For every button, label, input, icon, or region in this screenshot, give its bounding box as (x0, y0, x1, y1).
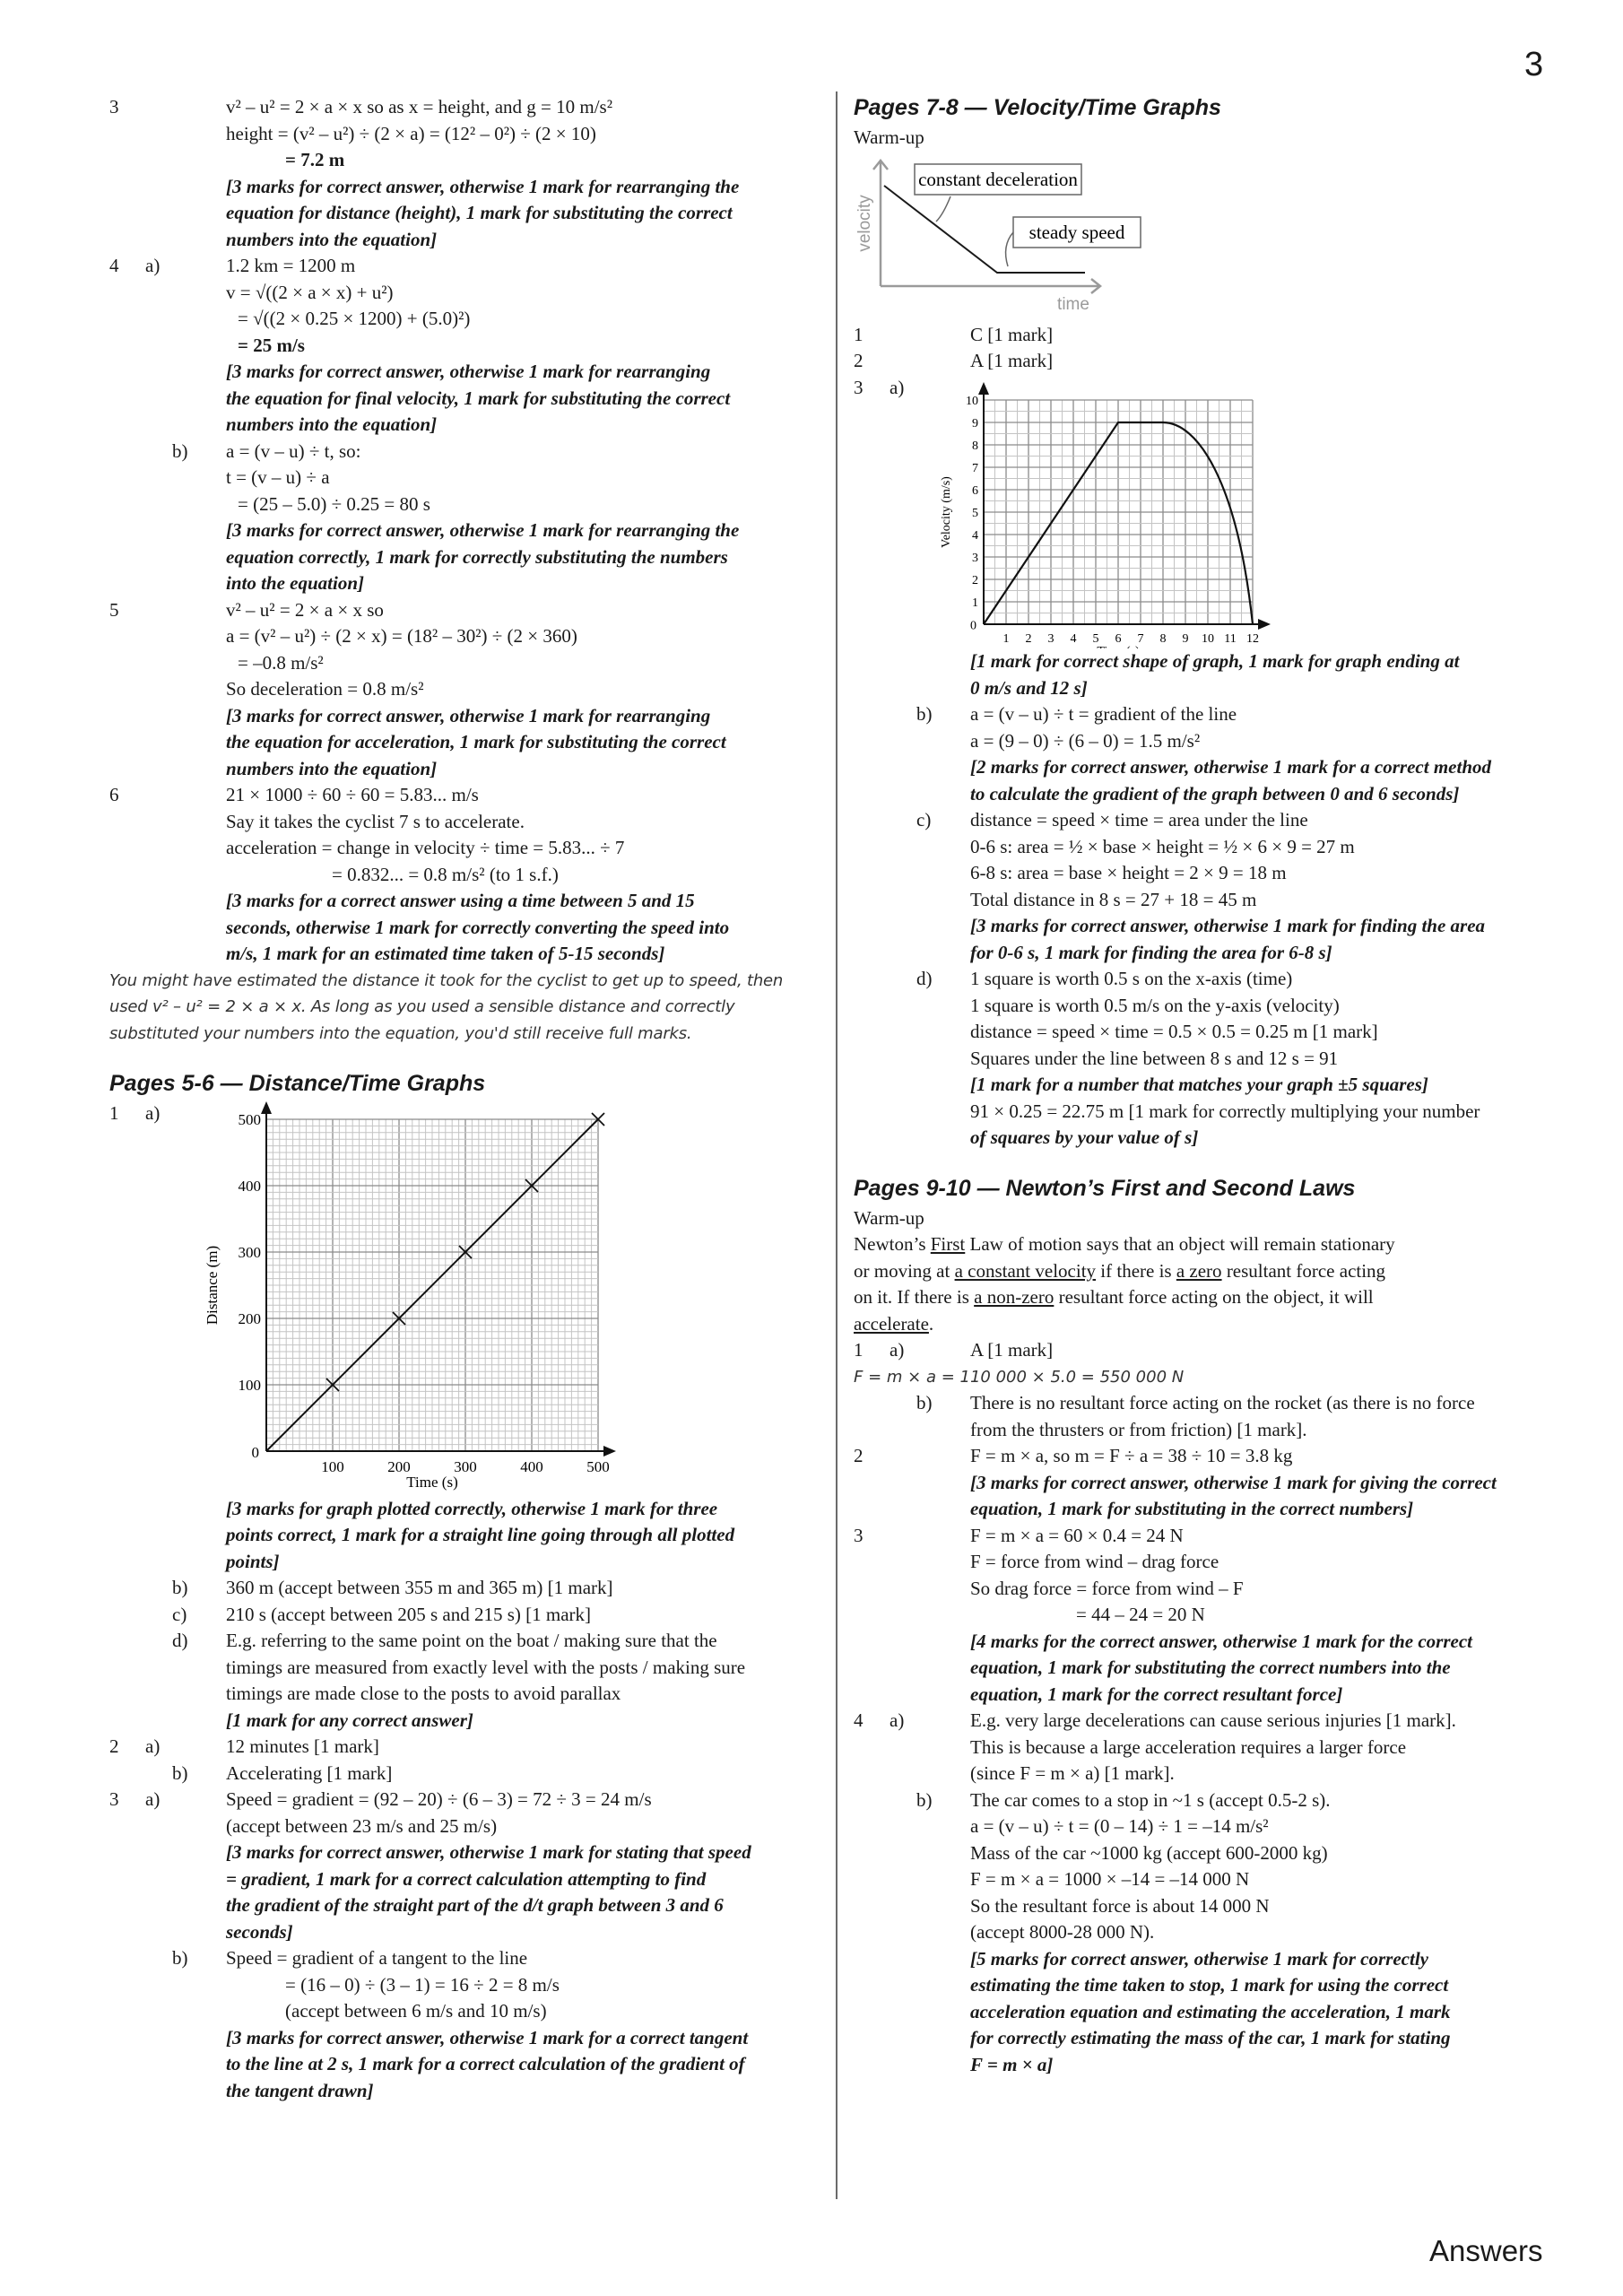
mark-scheme: equation, 1 mark for substituting the correct numbers into the (970, 1657, 1451, 1678)
answer-line: t = (v – u) ÷ a (226, 466, 330, 488)
part-label: c) (172, 1603, 187, 1625)
distance-time-chart-svg (109, 1101, 818, 1496)
x-tick-label: 12 (1246, 632, 1259, 646)
mark-scheme: m/s, 1 mark for an estimated time taken of 5-15 seconds] (226, 943, 665, 964)
answer-line: a = (v² – u²) ÷ (2 × x) = (18² – 30²) ÷ (2 × 360) (226, 625, 577, 647)
x-tick-label: 4 (1070, 632, 1077, 646)
part-label: a) (145, 1788, 161, 1810)
y-tick-label: 6 (972, 483, 978, 498)
warmup-sketch-svg (854, 152, 1580, 322)
answer-line: (accept between 6 m/s and 10 m/s) (285, 2000, 547, 2022)
y-tick-label: 9 (972, 416, 978, 430)
answer-line: 91 × 0.25 = 22.75 m [1 mark for correctly multiplying your number (970, 1100, 1480, 1122)
warmup-text-line: on it. If there is a non-zero resultant force acting on the object, it will (854, 1286, 1374, 1308)
q-number: 2 (854, 350, 864, 371)
answer-line: Say it takes the cyclist 7 s to accelerate. (226, 810, 525, 832)
y-tick-label: 4 (972, 528, 978, 543)
q-number: 1 (109, 1102, 119, 1124)
mark-scheme: into the equation] (226, 572, 365, 594)
page-number: 3 (1524, 46, 1544, 83)
y-tick-label: 300 (238, 1243, 261, 1261)
answer-line: 1.2 km = 1200 m (226, 255, 356, 276)
part-label: d) (916, 968, 933, 989)
warmup-label: Warm-up (854, 1206, 924, 1229)
mark-scheme: the equation for final velocity, 1 mark for substituting the correct (226, 387, 731, 409)
x-tick-label: 5 (1092, 632, 1099, 646)
mark-scheme: points] (226, 1550, 280, 1572)
part-label: b) (916, 1788, 933, 1811)
y-tick-label: 100 (238, 1376, 261, 1394)
q-number: 1 (854, 323, 864, 345)
x-tick-label: 400 (520, 1457, 543, 1475)
answer-line: 12 minutes [1 mark] (226, 1735, 379, 1757)
part-label: c) (916, 809, 932, 831)
x-tick-label: 11 (1224, 632, 1237, 646)
blank-answer: accelerate (854, 1312, 929, 1335)
x-axis-title: Time (s) (406, 1473, 458, 1491)
examiner-note: substituted your numbers into the equation, you'd still receive full marks. (109, 1023, 692, 1043)
x-tick-label: 1 (1002, 632, 1010, 646)
sketch-y-label: velocity (855, 194, 874, 252)
x-tick-label: 8 (1159, 632, 1167, 646)
answer-line: = 0.832... = 0.8 m/s² (to 1 s.f.) (332, 863, 559, 885)
mark-scheme: [1 mark for correct shape of graph, 1 mark for graph ending at (970, 650, 1460, 672)
q-number: 1 (854, 1339, 864, 1361)
right-column (854, 94, 1580, 2078)
blank-answer: First (930, 1233, 966, 1255)
q-number: 5 (109, 598, 119, 621)
answer-line: 21 × 1000 ÷ 60 ÷ 60 = 5.83... m/s (226, 784, 479, 805)
mark-scheme: [3 marks for a correct answer using a time between 5 and 15 (226, 890, 695, 911)
answer-line: E.g. very large decelerations can cause serious injuries [1 mark]. (970, 1709, 1456, 1731)
y-tick-label: 8 (972, 439, 978, 453)
part-label: a) (145, 255, 161, 276)
label-steady-speed: steady speed (1028, 221, 1125, 243)
mark-scheme: F = m × a] (970, 2053, 1054, 2075)
answer-line: So drag force = force from wind – F (970, 1577, 1244, 1599)
q-number: 3 (854, 1524, 864, 1546)
part-label: b) (172, 1761, 188, 1784)
answer-line: F = m × a, so m = F ÷ a = 38 ÷ 10 = 3.8 kg (970, 1445, 1293, 1466)
mark-scheme: for 0-6 s, 1 mark for finding the area for 6-8 s] (970, 941, 1332, 963)
part-label: b) (172, 1947, 188, 1969)
answer-line: F = force from wind – drag force (970, 1551, 1219, 1572)
y-axis-arrow (978, 382, 989, 395)
section-heading-distance-time: Pages 5-6 — Distance/Time Graphs (109, 1071, 486, 1096)
mark-scheme: equation correctly, 1 mark for correctly substituting the numbers (226, 545, 728, 568)
working-note: F = m × a = 110 000 × 5.0 = 550 000 N (854, 1367, 1185, 1387)
q-number: 3 (854, 376, 864, 398)
x-tick-label: 300 (454, 1457, 477, 1475)
x-tick-label: 2 (1025, 632, 1032, 646)
answer-line: distance = speed × time = 0.5 × 0.5 = 0.25 m [1 mark] (970, 1021, 1378, 1042)
answer-line: v = √((2 × a × x) + u²) (226, 281, 394, 303)
part-label: a) (890, 1709, 905, 1731)
answer-line: (accept 8000-28 000 N). (970, 1921, 1155, 1943)
mark-scheme: [4 marks for the correct answer, otherwise 1 mark for the correct (970, 1630, 1472, 1652)
y-tick-label: 500 (238, 1110, 261, 1128)
origin-label: 0 (970, 619, 976, 633)
answer-line: = 7.2 m (285, 149, 345, 170)
mark-scheme: [3 marks for correct answer, otherwise 1 mark for rearranging (226, 361, 711, 382)
mark-scheme: equation, 1 mark for substituting in the correct numbers] (970, 1498, 1414, 1519)
answer-line: F = m × a = 60 × 0.4 = 24 N (970, 1524, 1184, 1546)
answer-line: So deceleration = 0.8 m/s² (226, 678, 424, 700)
x-tick-label: 6 (1115, 632, 1122, 646)
y-tick-label: 3 (972, 551, 978, 565)
mark-scheme: = gradient, 1 mark for a correct calculation attempting to find (226, 1867, 707, 1890)
answer-line: a = (9 – 0) ÷ (6 – 0) = 1.5 m/s² (970, 729, 1201, 752)
answer-line: (since F = m × a) [1 mark]. (970, 1762, 1175, 1784)
y-tick-label: 200 (238, 1309, 261, 1327)
part-label: b) (916, 1392, 933, 1413)
mark-scheme: the gradient of the straight part of the d/t graph between 3 and 6 (226, 1894, 724, 1916)
answer-line: Accelerating [1 mark] (226, 1761, 393, 1784)
mark-scheme: [1 mark for a number that matches your graph ±5 squares] (970, 1074, 1428, 1095)
x-axis-arrow (1258, 619, 1271, 630)
mark-scheme: numbers into the equation] (226, 413, 438, 435)
answer-line: 0-6 s: area = ½ × base × height = ½ × 6 × 9 = 27 m (970, 835, 1355, 857)
answer-line: A [1 mark] (970, 1339, 1054, 1361)
x-tick-label: 7 (1137, 632, 1144, 646)
y-axis-arrow (261, 1101, 272, 1114)
mark-scheme: [3 marks for correct answer, otherwise 1 mark for stating that speed (226, 1841, 751, 1863)
y-axis-title: Distance (m) (204, 1245, 221, 1325)
answer-line: A [1 mark] (970, 350, 1054, 371)
answer-line: This is because a large acceleration requires a larger force (970, 1735, 1407, 1758)
answer-line: = 25 m/s (238, 334, 305, 356)
mark-scheme: to calculate the gradient of the graph between 0 and 6 seconds] (970, 782, 1460, 804)
x-tick-label: 10 (1202, 632, 1214, 646)
answer-line: 6-8 s: area = base × height = 2 × 9 = 18 m (970, 862, 1287, 883)
answer-line: E.g. referring to the same point on the boat / making sure that the (226, 1630, 717, 1651)
blank-answer: a zero (1176, 1259, 1222, 1282)
mark-scheme: [1 mark for any correct answer] (226, 1709, 473, 1731)
mark-scheme: acceleration equation and estimating the acceleration, 1 mark (970, 2000, 1451, 2022)
y-tick-label: 10 (966, 394, 978, 408)
origin-label: 0 (251, 1443, 259, 1461)
mark-scheme: of squares by your value of s] (970, 1126, 1199, 1148)
answer-line: = 44 – 24 = 20 N (1076, 1604, 1205, 1625)
part-label: b) (172, 1577, 188, 1598)
answer-line: = (16 – 0) ÷ (3 – 1) = 16 ÷ 2 = 8 m/s (285, 1973, 560, 1996)
examiner-note: used v² – u² = 2 × a × x. As long as you used a sensible distance and correctly (109, 997, 735, 1016)
answer-line: F = m × a = 1000 × –14 = –14 000 N (970, 1868, 1250, 1890)
warmup-sketch (854, 152, 1580, 322)
mark-scheme: [3 marks for correct answer, otherwise 1 mark for rearranging the (226, 175, 740, 197)
q-number: 3 (109, 96, 119, 117)
label-constant-deceleration: constant deceleration (918, 168, 1078, 190)
examiner-note: You might have estimated the distance it took for the cyclist to get up to speed, then (109, 970, 784, 990)
mark-scheme: [3 marks for correct answer, otherwise 1 mark for giving the correct (970, 1471, 1497, 1493)
x-tick-label: 200 (387, 1457, 411, 1475)
left-column (109, 94, 818, 2104)
mark-scheme: [3 marks for correct answer, otherwise 1 mark for a correct tangent (226, 2026, 749, 2048)
part-label: a) (145, 1102, 161, 1124)
distance-time-chart (109, 1101, 818, 1496)
mark-scheme: [2 marks for correct answer, otherwise 1 mark for a correct method (970, 756, 1491, 778)
answer-line: So the resultant force is about 14 000 N (970, 1894, 1270, 1917)
mark-scheme: to the line at 2 s, 1 mark for a correct calculation of the gradient of (226, 2053, 745, 2074)
x-tick-label: 100 (321, 1457, 344, 1475)
velocity-time-chart (854, 375, 1580, 648)
y-axis-title: Velocity (m/s) (940, 476, 953, 548)
answer-line: The car comes to a stop in ~1 s (accept 0.5-2 s). (970, 1788, 1331, 1811)
footer-answers: Answers (1429, 2234, 1543, 2267)
part-label: a) (145, 1735, 161, 1757)
answer-line: v² – u² = 2 × a × x so (226, 598, 384, 621)
mark-scheme: for correctly estimating the mass of the car, 1 mark for stating (970, 2027, 1451, 2048)
q-number: 3 (109, 1788, 119, 1810)
y-tick-label: 1 (972, 596, 978, 610)
pointer-steady (1006, 232, 1013, 266)
mark-scheme: points correct, 1 mark for a straight line going through all plotted (226, 1524, 735, 1545)
x-tick-label: 3 (1047, 632, 1055, 646)
answer-line: Total distance in 8 s = 27 + 18 = 45 m (970, 888, 1257, 910)
answer-line: a = (v – u) ÷ t, so: (226, 439, 361, 462)
mark-scheme: [5 marks for correct answer, otherwise 1 mark for correctly (970, 1947, 1428, 1970)
blank-answer: a constant velocity (954, 1259, 1097, 1282)
y-tick-label: 5 (972, 506, 978, 520)
mark-scheme: equation for distance (height), 1 mark for substituting the correct (226, 202, 733, 223)
answer-line: 210 s (accept between 205 s and 215 s) [1 mark] (226, 1603, 592, 1625)
mark-scheme: 0 m/s and 12 s] (970, 676, 1088, 699)
mark-scheme: seconds, otherwise 1 mark for correctly converting the speed into (226, 916, 730, 938)
answer-line: from the thrusters or from friction) [1 mark]. (970, 1418, 1307, 1440)
q-number: 4 (109, 255, 119, 276)
x-axis-title (1097, 645, 1140, 648)
answer-line: height = (v² – u²) ÷ (2 × a) = (12² – 0²) ÷ (2 × 10) (226, 122, 596, 144)
mark-scheme: [3 marks for correct answer, otherwise 1 mark for finding the area (970, 915, 1486, 936)
mark-scheme: seconds] (226, 1920, 293, 1943)
answer-line: Speed = gradient = (92 – 20) ÷ (6 – 3) = 72 ÷ 3 = 24 m/s (226, 1788, 652, 1810)
warmup-text-line: accelerate. (854, 1312, 934, 1335)
part-label: a) (890, 376, 905, 398)
mark-scheme: the equation for acceleration, 1 mark for substituting the correct (226, 731, 726, 752)
answer-line: = (25 – 5.0) ÷ 0.25 = 80 s (238, 492, 430, 515)
answer-line: 1 square is worth 0.5 s on the x-axis (time) (970, 968, 1293, 989)
warmup-text-line: Newton’s First Law of motion says that an object will remain stationary (854, 1233, 1395, 1255)
mark-scheme: the tangent drawn] (226, 2079, 374, 2101)
column-divider (836, 91, 838, 2199)
mark-scheme: numbers into the equation] (226, 757, 438, 779)
answer-line: There is no resultant force acting on the rocket (as there is no force (970, 1392, 1475, 1413)
answer-line: Speed = gradient of a tangent to the line (226, 1947, 528, 1969)
q-number: 4 (854, 1709, 864, 1731)
answer-line: timings are made close to the posts to avoid parallax (226, 1683, 621, 1704)
answer-line: = √((2 × 0.25 × 1200) + (5.0)²) (238, 308, 471, 329)
answer-line: (accept between 23 m/s and 25 m/s) (226, 1814, 498, 1837)
warmup-text-line: or moving at a constant velocity if there is a zero resultant force acting (854, 1259, 1386, 1282)
q-number: 2 (109, 1735, 119, 1757)
answer-line: a = (v – u) ÷ t = (0 – 14) ÷ 1 = –14 m/s² (970, 1815, 1269, 1837)
part-label: d) (172, 1630, 188, 1651)
part-label: b) (172, 439, 188, 462)
part-label: b) (916, 703, 933, 725)
answer-line: a = (v – u) ÷ t = gradient of the line (970, 703, 1237, 725)
q-number: 2 (854, 1445, 864, 1466)
mark-scheme: estimating the time taken to stop, 1 mark for using the correct (970, 1974, 1449, 1996)
answer-line: Squares under the line between 8 s and 12 s = 91 (970, 1047, 1339, 1069)
section-heading-velocity-time: Pages 7-8 — Velocity/Time Graphs (854, 95, 1221, 120)
answer-line: distance = speed × time = area under the line (970, 809, 1308, 831)
sketch-x-label: time (1057, 294, 1089, 314)
mark-scheme: equation, 1 mark for the correct resultant force] (970, 1683, 1343, 1705)
mark-scheme: [3 marks for correct answer, otherwise 1 mark for rearranging (226, 704, 711, 726)
mark-scheme: [3 marks for graph plotted correctly, otherwise 1 mark for three (226, 1497, 718, 1519)
answer-line: v² – u² = 2 × a × x so as x = height, and g = 10 m/s² (226, 96, 612, 117)
answer-line: timings are measured from exactly level with the posts / making sure (226, 1656, 746, 1678)
y-tick-label: 400 (238, 1177, 261, 1195)
answer-line: acceleration = change in velocity ÷ time = 5.83... ÷ 7 (226, 837, 625, 858)
x-tick-label: 9 (1182, 632, 1189, 646)
part-label: a) (890, 1339, 905, 1361)
q-number: 6 (109, 784, 119, 805)
answer-line: Mass of the car ~1000 kg (accept 600-2000 kg) (970, 1841, 1328, 1864)
answer-line: 360 m (accept between 355 m and 365 m) [1 mark] (226, 1577, 613, 1598)
x-axis-arrow (603, 1446, 616, 1457)
pointer-decel (936, 196, 950, 222)
x-tick-label: 500 (586, 1457, 610, 1475)
y-tick-label: 7 (972, 461, 978, 475)
mark-scheme: numbers into the equation] (226, 228, 438, 250)
answer-line: 1 square is worth 0.5 m/s on the y-axis (velocity) (970, 994, 1340, 1016)
answer-line: C [1 mark] (970, 323, 1054, 345)
y-tick-label: 2 (972, 573, 978, 587)
velocity-time-chart-svg (854, 375, 1580, 648)
warmup-label: Warm-up (854, 126, 924, 148)
mark-scheme: [3 marks for correct answer, otherwise 1 mark for rearranging the (226, 519, 740, 541)
section-heading-newtons-laws: Pages 9-10 — Newton’s First and Second Laws (854, 1175, 1356, 1201)
answer-line: = –0.8 m/s² (238, 651, 324, 674)
blank-answer: a non-zero (974, 1286, 1055, 1308)
